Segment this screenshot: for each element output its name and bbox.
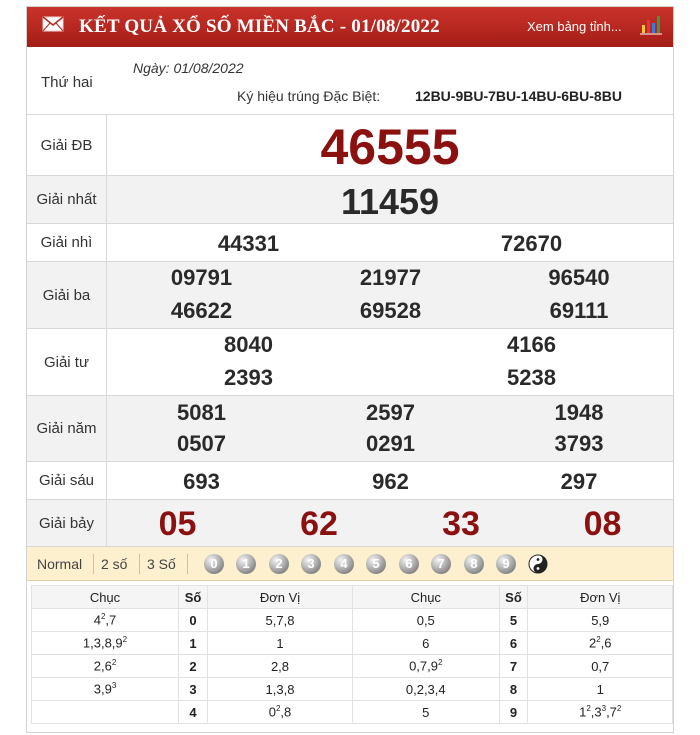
digit-4-button[interactable]: 4 bbox=[334, 554, 354, 574]
special-code-value: 12BU-9BU-7BU-14BU-6BU-8BU bbox=[415, 88, 622, 104]
loto-row bbox=[32, 632, 353, 655]
digit-9-button[interactable]: 9 bbox=[496, 554, 516, 574]
loto-digit-cell: 2 bbox=[179, 655, 208, 678]
loto-row bbox=[353, 655, 673, 678]
col-header-chuc: Chục bbox=[32, 586, 179, 609]
digit-8-button[interactable]: 8 bbox=[464, 554, 484, 574]
prize-label: Giải nhất bbox=[27, 176, 107, 223]
loto-digit-cell: 0 bbox=[179, 609, 208, 632]
prize-number: 44331 bbox=[217, 231, 280, 256]
prize-label: Giải ba bbox=[27, 262, 107, 328]
loto-digit-cell: 4 bbox=[179, 701, 208, 724]
digit-0-button[interactable]: 0 bbox=[204, 554, 224, 574]
weekday-label: Thứ hai bbox=[41, 74, 93, 91]
loto-digit-cell: 9 bbox=[499, 701, 528, 724]
toolbar-divider bbox=[93, 554, 94, 574]
loto-row bbox=[353, 632, 673, 655]
prize-label: Giải năm bbox=[27, 396, 107, 461]
yin-yang-icon[interactable] bbox=[528, 554, 548, 574]
col-header-chuc: Chục bbox=[353, 586, 500, 609]
prize-number: 33 bbox=[442, 505, 480, 543]
digit-6-button[interactable]: 6 bbox=[399, 554, 419, 574]
prize-number: 72670 bbox=[500, 231, 563, 256]
col-header-donvi: Đơn Vị bbox=[528, 586, 673, 609]
prize-row-third bbox=[27, 262, 673, 329]
prize-number: 297 bbox=[560, 469, 598, 494]
prize-number: 5081 bbox=[177, 400, 226, 425]
loto-donvi-cell: 1,3,8 bbox=[208, 678, 353, 701]
loto-row bbox=[32, 701, 353, 724]
prize-number: 08 bbox=[583, 505, 622, 543]
draw-date: Ngày: 01/08/2022 bbox=[133, 60, 244, 76]
prize-number: 1948 bbox=[554, 400, 604, 425]
prize-number: 5238 bbox=[507, 365, 556, 390]
prize-row-first bbox=[27, 176, 673, 224]
prize-label: Giải tư bbox=[27, 329, 107, 395]
loto-chuc-cell: 0,7,9$^2$ bbox=[353, 655, 500, 678]
loto-chuc-cell: $4^2,7$ bbox=[32, 609, 179, 632]
prize-number: 05 bbox=[158, 505, 197, 543]
loto-table-right bbox=[352, 585, 673, 724]
loto-row bbox=[32, 678, 353, 701]
prize-row-special bbox=[27, 115, 673, 176]
prize-label: Giải nhì bbox=[27, 224, 107, 261]
prize-label: Giải sáu bbox=[27, 462, 107, 499]
prize-number: 0507 bbox=[177, 431, 226, 456]
loto-donvi-cell: $1^2,3^3,7^2$ bbox=[528, 701, 673, 724]
mail-icon bbox=[42, 16, 64, 32]
loto-donvi-cell: 5,9 bbox=[528, 609, 673, 632]
prize-number: 693 bbox=[183, 469, 220, 494]
prize-label: Giải bảy bbox=[27, 500, 107, 546]
loto-chuc-cell: 5 bbox=[353, 701, 500, 724]
loto-chuc-cell bbox=[32, 701, 179, 724]
page-title: KẾT QUẢ XỔ SỐ MIỀN BẮC - 01/08/2022 bbox=[79, 16, 440, 37]
loto-chuc-cell: $3,9^3$ bbox=[32, 678, 179, 701]
prize-number: 0291 bbox=[366, 431, 415, 456]
prize-number: 4166 bbox=[507, 332, 556, 357]
digit-1-button[interactable]: 1 bbox=[236, 554, 256, 574]
prize-row-seventh bbox=[27, 500, 673, 547]
prize-row-fourth bbox=[27, 329, 673, 396]
prize-number: 96540 bbox=[548, 265, 610, 290]
mode-normal-button[interactable]: Normal bbox=[37, 556, 83, 572]
prize-number: 2393 bbox=[224, 365, 273, 390]
loto-row bbox=[32, 609, 353, 632]
loto-header-row bbox=[353, 586, 673, 609]
display-mode-toolbar bbox=[27, 547, 673, 581]
loto-row bbox=[353, 701, 673, 724]
col-header-so: Số bbox=[499, 586, 528, 609]
loto-donvi-cell: 0,7 bbox=[528, 655, 673, 678]
mode-2-digit-button[interactable]: 2 số bbox=[101, 556, 128, 572]
prize-number: 2597 bbox=[366, 400, 415, 425]
prize-number: 09791 bbox=[170, 265, 233, 290]
loto-donvi-cell: 5,7,8 bbox=[208, 609, 353, 632]
loto-digit-cell: 7 bbox=[499, 655, 528, 678]
loto-donvi-cell: 2,8 bbox=[208, 655, 353, 678]
loto-row bbox=[32, 655, 353, 678]
loto-row bbox=[353, 678, 673, 701]
prize-number: 8040 bbox=[224, 332, 273, 357]
digit-7-button[interactable]: 7 bbox=[431, 554, 451, 574]
loto-header-row bbox=[32, 586, 353, 609]
loto-digit-cell: 5 bbox=[499, 609, 528, 632]
prize-row-sixth bbox=[27, 462, 673, 500]
results-panel bbox=[26, 6, 674, 733]
prize-number: 962 bbox=[372, 469, 409, 494]
prize-number: 11459 bbox=[340, 181, 440, 222]
prize-row-second bbox=[27, 224, 673, 262]
digit-2-button[interactable]: 2 bbox=[269, 554, 289, 574]
loto-donvi-cell: $2^2,6$ bbox=[528, 632, 673, 655]
col-header-donvi: Đơn Vị bbox=[208, 586, 353, 609]
loto-chuc-cell: $2,6^2$ bbox=[32, 655, 179, 678]
prize-number: 69111 bbox=[549, 298, 609, 323]
mode-3-digit-button[interactable]: 3 Số bbox=[147, 556, 176, 572]
special-prize-number: 46555 bbox=[320, 119, 460, 175]
loto-digit-cell: 8 bbox=[499, 678, 528, 701]
loto-digit-cell: 3 bbox=[179, 678, 208, 701]
loto-chuc-cell: 0,5 bbox=[353, 609, 500, 632]
prize-number: 46622 bbox=[170, 298, 233, 323]
view-province-table-link[interactable]: Xem bảng tỉnh... bbox=[527, 19, 622, 34]
loto-donvi-cell: $0^2,8$ bbox=[208, 701, 353, 724]
prize-number: 21977 bbox=[359, 265, 422, 290]
loto-chuc-cell: 1,3,8,9$^2$ bbox=[32, 632, 179, 655]
loto-donvi-cell: 1 bbox=[208, 632, 353, 655]
loto-donvi-cell: 1 bbox=[528, 678, 673, 701]
toolbar-divider bbox=[139, 554, 140, 574]
toolbar-divider bbox=[187, 554, 188, 574]
loto-digit-cell: 1 bbox=[179, 632, 208, 655]
loto-chuc-cell: 6 bbox=[353, 632, 500, 655]
bar-chart-icon[interactable] bbox=[639, 12, 663, 36]
digit-5-button[interactable]: 5 bbox=[366, 554, 386, 574]
loto-table-left bbox=[31, 585, 353, 724]
special-code-label: Ký hiệu trúng Đặc Biệt: bbox=[237, 88, 381, 104]
prize-number: 62 bbox=[300, 505, 338, 543]
results-header bbox=[27, 7, 673, 47]
prize-number: 69528 bbox=[359, 298, 422, 323]
prize-number: 3793 bbox=[554, 431, 604, 456]
col-header-so: Số bbox=[179, 586, 208, 609]
loto-digit-cell: 6 bbox=[499, 632, 528, 655]
digit-3-button[interactable]: 3 bbox=[301, 554, 321, 574]
loto-row bbox=[353, 609, 673, 632]
prize-label: Giải ĐB bbox=[27, 115, 107, 175]
draw-info bbox=[27, 47, 673, 115]
prize-row-fifth bbox=[27, 396, 673, 462]
loto-chuc-cell: 0,2,3,4 bbox=[353, 678, 500, 701]
